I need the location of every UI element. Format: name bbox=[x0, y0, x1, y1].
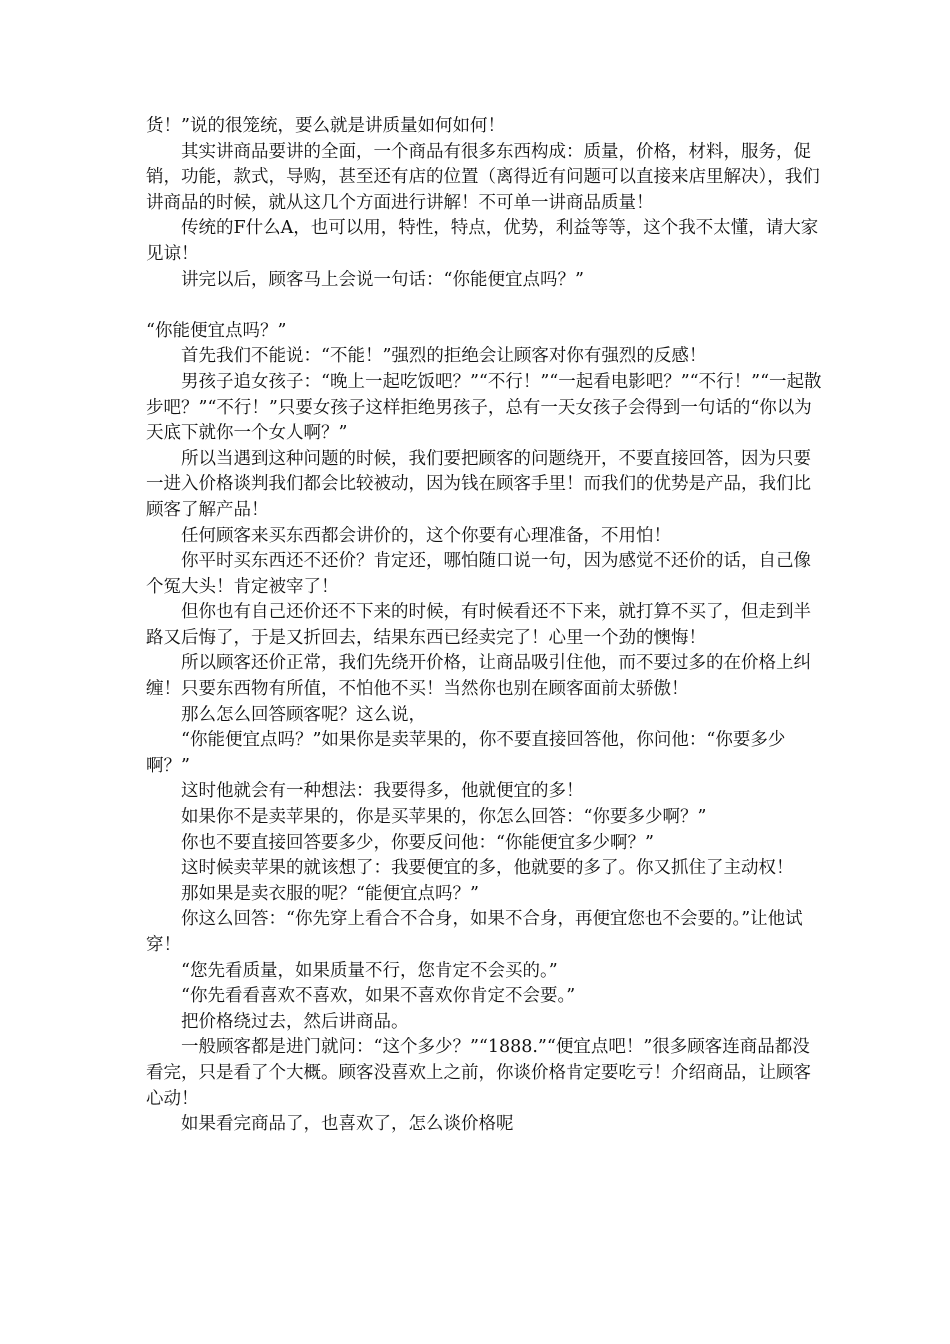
paragraph: 所以当遇到这种问题的时候，我们要把顾客的问题绕开，不要直接回答，因为只要一进入价格谈判我们都会比较被动，因为钱在顾客手里！而我们的优势是产品，我们比顾客了解产品！ bbox=[146, 448, 811, 520]
document-body bbox=[146, 114, 826, 1138]
paragraph: “你先看看喜欢不喜欢，如果不喜欢你肯定不会要。” bbox=[181, 986, 576, 1007]
section-heading: “你能便宜点吗？” bbox=[146, 320, 287, 341]
paragraph: 那么怎么回答顾客呢？这么说， bbox=[181, 704, 426, 725]
paragraph: 把价格绕过去，然后讲商品。 bbox=[181, 1011, 409, 1032]
paragraph: 你这么回答：“你先穿上看合不合身，如果不合身，再便宜您也不会要的。”让他试穿！ bbox=[146, 909, 803, 955]
paragraph: 货！”说的很笼统，要么就是讲质量如何如何！ bbox=[146, 116, 505, 136]
paragraph: 但你也有自己还价还不下来的时候，有时候看还不下来，就打算不买了，但走到半路又后悔了，于是又折回去，结果东西已经卖完了！心里一个劲的懊悔！ bbox=[146, 602, 811, 648]
paragraph: “您先看质量，如果质量不行，您肯定不会买的。” bbox=[181, 960, 558, 981]
paragraph: “你能便宜点吗？”如果你是卖苹果的，你不要直接回答他，你问他：“你要多少啊？” bbox=[146, 730, 786, 776]
paragraph: 你平时买东西还不还价？肯定还，哪怕随口说一句，因为感觉不还价的话，自己像个冤大头！肯定被宰了！ bbox=[146, 551, 811, 597]
paragraph: 传统的F什么A，也可以用，特性，特点，优势，利益等等，这个我不太懂，请大家见谅！ bbox=[146, 218, 819, 264]
paragraph: 你也不要直接回答要多少，你要反问他：“你能便宜多少啊？” bbox=[181, 832, 654, 853]
paragraph: 如果看完商品了，也喜欢了，怎么谈价格呢 bbox=[181, 1114, 514, 1135]
paragraph: 所以顾客还价正常，我们先绕开价格，让商品吸引住他，而不要过多的在价格上纠缠！只要东西物有所值，不怕他不买！当然你也别在顾客面前太骄傲！ bbox=[146, 653, 811, 700]
paragraph: 一般顾客都是进门就问：“这个多少？”“1888.”“便宜点吧！”很多顾客连商品都没看完，只是看了个大概。顾客没喜欢上之前，你谈价格肯定要吃亏！介绍商品，让顾客心动！ bbox=[146, 1037, 811, 1109]
paragraph: 首先我们不能说：“不能！”强烈的拒绝会让顾客对你有强烈的反感！ bbox=[181, 346, 707, 367]
paragraph: 这时候卖苹果的就该想了：我要便宜的多，他就要的多了。你又抓住了主动权！ bbox=[181, 858, 794, 879]
paragraph: 其实讲商品要讲的全面，一个商品有很多东西构成：质量，价格，材料，服务，促销，功能，款式，导购，甚至还有店的位置（离得近有问题可以直接来店里解决），我们讲商品的时候，就从这几个方面进行讲解！不可单一讲商品质量！ bbox=[146, 141, 820, 213]
paragraph: 任何顾客来买东西都会讲价的，这个你要有心理准备，不用怕！ bbox=[181, 525, 671, 546]
paragraph: 如果你不是卖苹果的，你是买苹果的，你怎么回答：“你要多少啊？” bbox=[181, 807, 707, 828]
paragraph: 男孩子追女孩子：“晚上一起吃饭吧？”“不行！”“一起看电影吧？”“不行！”“一起散步吧？”“不行！”只要女孩子这样拒绝男孩子，总有一天女孩子会得到一句话的“你以为天底下就你一个女人啊？” bbox=[146, 371, 822, 444]
paragraph: 那如果是卖衣服的呢？“能便宜点吗？” bbox=[181, 883, 479, 904]
paragraph: 讲完以后，顾客马上会说一句话：“你能便宜点吗？” bbox=[181, 269, 584, 290]
paragraph: 这时他就会有一种想法：我要得多，他就便宜的多！ bbox=[181, 781, 584, 802]
